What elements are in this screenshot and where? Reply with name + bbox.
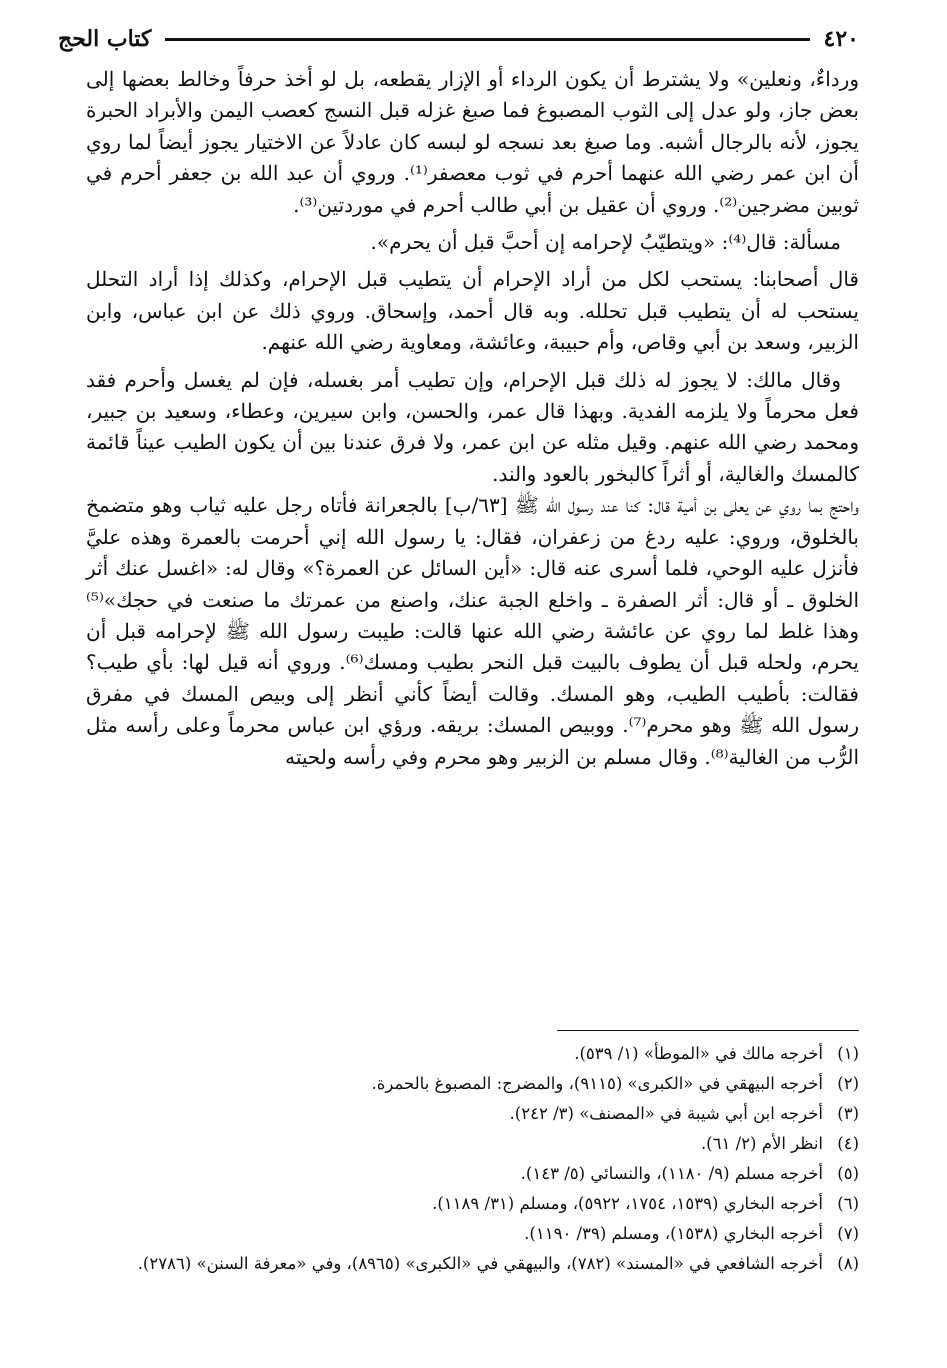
paragraph-2: مسألة: قال⁽⁴⁾: «ويتطيّبُ لإحرامه إن أحبَّ قبل أن يحرم».	[370, 230, 841, 255]
footnote	[86, 1162, 859, 1186]
footnote-number: (٨)	[837, 1254, 859, 1273]
footnote-text: أخرجه مسلم (٩/ ١١٨٠)، والنسائي (٥/ ١٤٣).	[520, 1164, 823, 1183]
footnote-text: أخرجه البيهقي في «الكبرى» (٩١١٥)، والمضرج: المصبوغ بالحمرة.	[371, 1074, 823, 1093]
paragraph-3: قال أصحابنا: يستحب لكل من أراد الإحرام أن يتطيب قبل الإحرام، وكذلك إذا أراد التحلل يستحب له أن يتطيب قبل تحلله. وبه قال أحمد، وإسحاق. وروي ذلك عن ابن عباس، وابن الزبير، وسعد بن أبي وقاص، وأم حبيبة، وعائشة، ومعاوية رضي الله عنهم.	[86, 267, 859, 355]
page-number: ٤٢٠	[823, 26, 859, 52]
footnotes	[86, 1042, 859, 1282]
footnote-number: (١)	[837, 1044, 859, 1063]
footnote	[86, 1132, 859, 1156]
book-title: كتاب الحج	[58, 26, 152, 52]
footnote-number: (٥)	[837, 1164, 859, 1183]
footnote-number: (٧)	[837, 1224, 859, 1243]
paragraph-4: وقال مالك: لا يجوز له ذلك قبل الإحرام، وإن تطيب أمر بغسله، فإن لم يغسل وأحرم فقد فعل محرماً ولا يلزمه الفدية. وبهذا قال عمر، والحسن، وابن سيرين، وعطاء، وسعيد بن جبير، ومحمد رضي الله عنهم. وقيل مثله عن ابن عمر، ولا فرق عندنا بين أن يكون الطيب عيناً قائمة كالمسك والغالية، أو أثراً كالبخور بالعود والند.	[86, 367, 859, 486]
footnote-text: أخرجه البخاري (١٥٣٨)، ومسلم (٣٩/ ١١٩٠).	[524, 1224, 823, 1243]
footnote-divider	[557, 1030, 859, 1031]
footnote-number: (٣)	[837, 1104, 859, 1123]
footnote	[86, 1192, 859, 1216]
main-text	[86, 64, 859, 773]
paragraph-1: ورداءٌ، ونعلين» ولا يشترط أن يكون الرداء أو الإزار يقطعه، بل لو أخذ حرفاً وخالط بعضها إلى بعض جاز، ولو عدل إلى الثوب المصبوغ فما صبغ غزله قبل النسج كعصب اليمن والأبراد الحبرة يجوز، لأنه بالرجال أشبه. وما صبغ بعد نسجه لو لبسه كان عادلاً عن الاختيار يجوز أيضاً لما روي أن ابن عمر رضي الله عنهما أحرم في ثوب معصفر⁽¹⁾. وروي أن عبد الله بن جعفر أحرم في ثوبين مضرجين⁽²⁾. وروي أن عقيل بن أبي طالب أحرم في موردتين⁽³⁾.	[86, 67, 859, 217]
header-rule	[165, 38, 809, 41]
page-header	[58, 22, 859, 56]
footnote-text: أخرجه ابن أبي شيبة في «المصنف» (٣/ ٢٤٢).	[509, 1104, 823, 1123]
footnote-text: أخرجه البخاري (١٥٣٩، ١٧٥٤، ٥٩٢٢)، ومسلم (٣١/ ١١٨٩).	[432, 1194, 823, 1213]
footnote	[86, 1042, 859, 1066]
footnote-text: أخرجه الشافعي في «المسند» (٧٨٢)، والبيهقي في «الكبرى» (٨٩٦٥)، وفي «معرفة السنن» (٢٧٨٦).	[137, 1254, 823, 1273]
paragraph-5: واحتج بما روي عن يعلى بن أمية قال: كنا عند رسول الله ﷺ [٦٣/ب] بالجعرانة فأتاه رجل عليه ثياب وهو متضمخ بالخلوق، وروي: عليه ردغ من زعفران، فقال: يا رسول الله إني أحرمت بالعمرة وهذه عليَّ فأنزل عليه الوحي، فلما أسرى عنه قال: «أين السائل عن العمرة؟» وقال له: «اغسل عنك أثر الخلوق ـ أو قال: أثر الصفرة ـ واخلع الجبة عنك، واصنع من عمرتك ما صنعت في حجك»⁽⁵⁾ وهذا غلط لما روي عن عائشة رضي الله عنها قالت: طيبت رسول الله ﷺ لإحرامه قبل أن يحرم، ولحله قبل أن يطوف بالبيت قبل النحر بطيب ومسك⁽⁶⁾. وروي أنه قيل لها: بأي طيب؟ فقالت: بأطيب الطيب، وهو المسك. وقالت أيضاً كأني أنظر إلى وبيص المسك في مفرق رسول الله ﷺ وهو محرم⁽⁷⁾. ووبيص المسك: بريقه. ورؤي ابن عباس محرماً وعلى رأسه مثل الرُّب من الغالية⁽⁸⁾. وقال مسلم بن الزبير وهو محرم وفي رأسه ولحيته	[86, 493, 860, 769]
footnote-text: انظر الأم (٢/ ٦١).	[700, 1134, 823, 1153]
footnote-text: أخرجه مالك في «الموطأ» (١/ ٥٣٩).	[574, 1044, 823, 1063]
footnote-number: (٤)	[837, 1134, 859, 1153]
footnote	[86, 1102, 859, 1126]
footnote	[86, 1072, 859, 1096]
footnote	[86, 1252, 859, 1276]
footnote-number: (٢)	[837, 1074, 859, 1093]
footnote	[86, 1222, 859, 1246]
footnote-number: (٦)	[837, 1194, 859, 1213]
